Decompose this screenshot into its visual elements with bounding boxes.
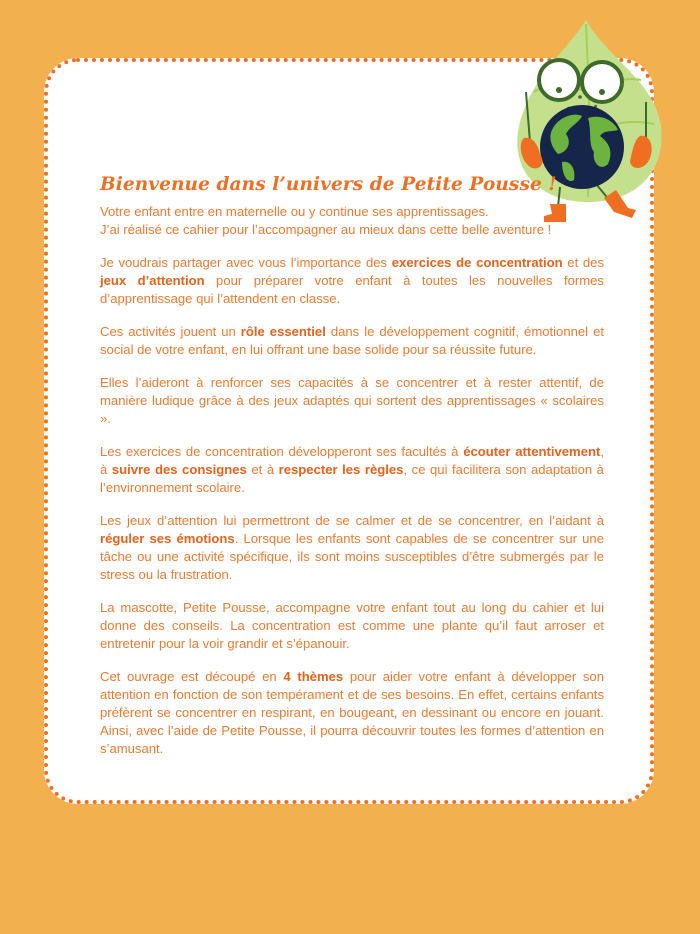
body-text: Elles l’aideront à renforcer ses capacités à se concentrer et à rester attentif, de manière ludique grâce à des jeux adaptés qui sortent des apprentissages « scolaires ». <box>100 375 604 426</box>
body-text: . Lorsque les enfants sont capables de se concentrer sur une tâche ou une activité spécifique, ils sont moins susceptibles d’être submergés par le stress ou la frustration. <box>100 531 604 582</box>
highlight-text: exercices de concentration <box>391 255 563 270</box>
highlight-text: 4 thèmes <box>283 669 344 684</box>
paragraph-7 <box>100 599 604 653</box>
paragraph-4 <box>100 374 604 428</box>
paragraph-2 <box>100 254 604 308</box>
highlight-text: suivre des consignes <box>111 462 247 477</box>
highlight-text: réguler ses émotions <box>100 531 235 546</box>
highlight-text: rôle essentiel <box>240 324 326 339</box>
highlight-text: écouter attentivement <box>463 444 601 459</box>
highlight-text: jeux d’attention <box>100 273 205 288</box>
paragraph-6 <box>100 512 604 584</box>
welcome-text-block <box>100 174 604 773</box>
body-text: Je voudrais partager avec vous l’importance des <box>100 255 392 270</box>
paragraph-1 <box>100 203 604 239</box>
body-text: dans le développement cognitif, émotionnel et social de votre enfant, en lui offrant une base solide pour sa réussite future. <box>100 324 605 357</box>
body-text: Les exercices de concentration développeront ses facultés à <box>100 444 464 459</box>
paragraph-8 <box>100 668 604 758</box>
body-text: et à <box>246 462 279 477</box>
body-text: pour préparer votre enfant à toutes les nouvelles formes d’apprentissage qui l’attendent en classe. <box>100 273 604 306</box>
body-text: Ces activités jouent un <box>100 324 241 339</box>
body-text: et des <box>562 255 604 270</box>
highlight-text: respecter les règles <box>278 462 404 477</box>
paragraph-5 <box>100 443 604 497</box>
body-text: Votre enfant entre en maternelle ou y continue ses apprentissages. J’ai réalisé ce cahier pour l’accompagner au mieux dans cette belle aventure ! <box>100 204 552 237</box>
body-text: pour aider votre enfant à développer son attention en fonction de son tempérament et de ses besoins. En effet, certains enfants préfèrent se concentrer en respirant, en bougeant, en dessinant ou encore en jouant. Ainsi, avec l’aide de Petite Pousse, il pourra découvrir toutes les formes d’attention en s’amusant. <box>100 669 604 756</box>
page-title: Bienvenue dans l’univers de Petite Pousse ! <box>100 174 557 195</box>
body-text: , à <box>100 444 604 477</box>
body-text: Les jeux d’attention lui permettront de se calmer et de se concentrer, en l’aidant à <box>100 513 604 528</box>
body-text: Cet ouvrage est découpé en <box>100 669 284 684</box>
paragraphs <box>100 203 604 758</box>
paragraph-3 <box>100 323 604 359</box>
body-text: La mascotte, Petite Pousse, accompagne votre enfant tout au long du cahier et lui donne des conseils. La concentration est comme une plante qu’il faut arroser et entretenir pour la voir grandir et s’épanouir. <box>100 600 604 651</box>
body-text: , ce qui facilitera son adaptation à l’environnement scolaire. <box>100 462 604 495</box>
